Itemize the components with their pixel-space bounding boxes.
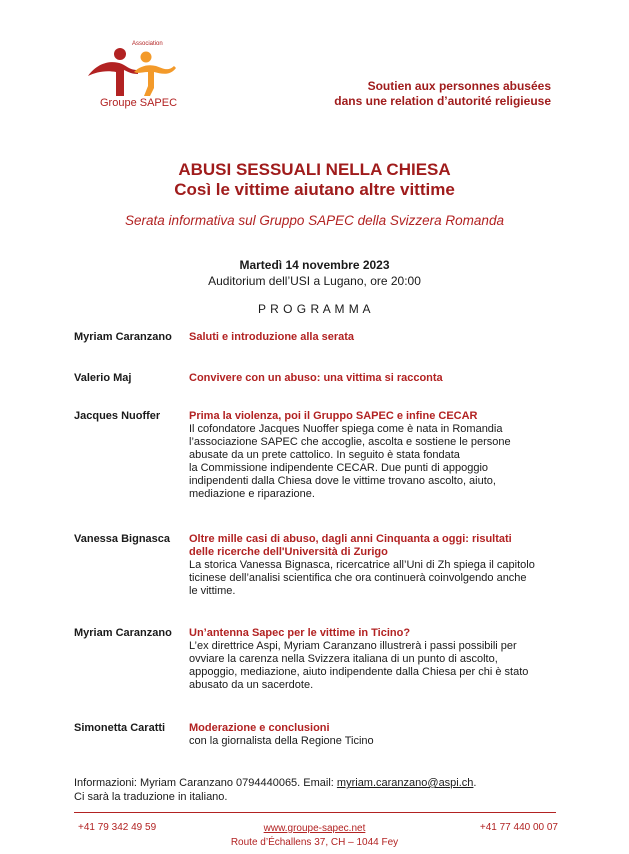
talk-description-line: L’ex direttrice Aspi, Myriam Caranzano illustrerà i passi possibili per [189,640,517,652]
talk-description-line: abusato da un sacerdote. [189,679,314,691]
talk-description-line: La storica Vanessa Bignasca, ricercatrice all’Uni di Zh spiega il capitolo [189,559,535,571]
talk-description-line: appoggio, mediazione, aiuto indipendente dalla Chiesa per chi è stato [189,666,529,678]
speaker-name: Simonetta Caratti [74,722,166,734]
talk-description-line: con la giornalista della Regione Ticino [189,735,374,747]
people-logo-icon [82,40,192,100]
talk-description-line: indipendenti dalla Chiesa dove le vittime trovano ascolto, aiuto, [189,475,496,487]
logo-association-label: Association [132,41,163,47]
speaker-name: Vanessa Bignasca [74,533,171,545]
contact-prefix: Informazioni: Myriam Caranzano 0794440065. Email: [74,777,337,789]
website-link[interactable]: www.groupe-sapec.net [263,823,366,834]
talk-title: Saluti e introduzione alla serata [189,331,355,343]
talk-title: Prima la violenza, poi il Gruppo SAPEC e infine CECAR [189,410,478,422]
tagline [334,79,551,109]
footer-divider [74,812,556,813]
speaker-name: Valerio Maj [74,372,132,384]
contact-info [74,776,476,804]
talk-title: Un’antenna Sapec per le vittime in Ticino? [189,627,411,639]
talk-description-line: l’associazione SAPEC che accoglie, ascolta e sostiene le persone [189,436,511,448]
email-link[interactable]: myriam.caranzano@aspi.ch [336,777,474,789]
footer-address: Route d’Échallens 37, CH – 1044 Fey [230,837,399,848]
event-place: Auditorium dell’USI a Lugano, ore 20:00 [208,274,421,288]
talk-description-line: ticinese dell’analisi scientifica che ora continuerà coinvolgendo anche [189,572,527,584]
tagline-line-1: Soutien aux personnes abusées [367,79,551,93]
speaker-name: Myriam Caranzano [74,331,172,343]
contact-suffix: . [473,777,477,789]
programme-label: P R O G R A M M A [258,302,371,316]
event-date: Martedì 14 novembre 2023 [239,258,390,272]
speaker-name: Myriam Caranzano [74,627,172,639]
title-line-2: Così le vittime aiutano altre vittime [174,180,455,199]
sapec-logo [82,40,192,112]
talk-title: Oltre mille casi di abuso, dagli anni Cinquanta a oggi: risultati [189,533,512,545]
talk-description-line: la Commissione indipendente CECAR. Due punti di appoggio [189,462,489,474]
talk-description-line: le vittime. [189,585,236,597]
talk-description-line: abusate da un prete cattolico. In seguito è stata fondata [189,449,460,461]
logo-group-name: Groupe SAPEC [100,97,178,109]
title-line-1: ABUSI SESSUALI NELLA CHIESA [178,160,451,179]
translation-note: Ci sarà la traduzione in italiano. [74,791,228,803]
talk-title: Convivere con un abuso: una vittima si racconta [189,372,443,384]
talk-description-line: ovviare la carenza nella Svizzera italiana di un punto di ascolto, [189,653,498,665]
contact-line [74,776,476,790]
talk-description-line: Il cofondatore Jacques Nuoffer spiega come è nata in Romandia [189,423,503,435]
footer-phone-right: +41 77 440 00 07 [479,822,558,833]
speaker-name: Jacques Nuoffer [74,410,161,422]
footer-phone-left: +41 79 342 49 59 [78,822,157,833]
talk-title: delle ricerche dell'Università di Zurigo [189,546,388,558]
subtitle: Serata informativa sul Gruppo SAPEC della Svizzera Romanda [125,213,504,228]
tagline-line-2: dans une relation d’autorité religieuse [334,94,551,108]
talk-description-line: mediazione e riparazione. [189,488,315,500]
talk-title: Moderazione e conclusioni [189,722,330,734]
